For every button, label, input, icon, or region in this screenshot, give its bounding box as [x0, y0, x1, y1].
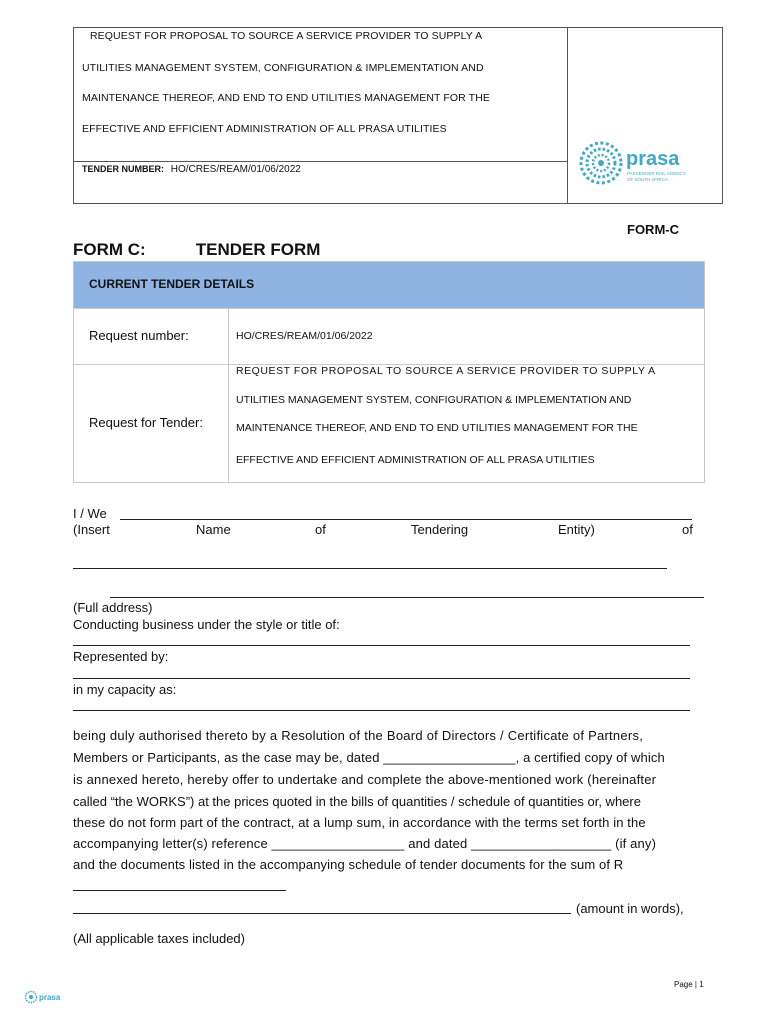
- request-for-tender-row: [74, 364, 704, 483]
- tenderer-name-field[interactable]: [120, 519, 692, 520]
- prasa-logo: [579, 133, 699, 195]
- paragraph-line-2: Members or Participants, as the case may be, dated __________________, a certified copy of which: [73, 750, 665, 765]
- insert-word-5: Entity): [558, 522, 595, 537]
- paragraph-line-1: being duly authorised thereto by a Resolution of the Board of Directors / Certificate of Partners,: [73, 728, 644, 743]
- header-title-line-4: EFFECTIVE AND EFFICIENT ADMINISTRATION OF ALL PRASA UTILITIES: [82, 123, 447, 135]
- insert-word-2: Name: [196, 522, 231, 537]
- conducting-business-label: Conducting business under the style or title of:: [73, 617, 340, 632]
- svg-text:prasa: prasa: [39, 993, 61, 1002]
- capacity-label: in my capacity as:: [73, 682, 177, 697]
- insert-word-1: (Insert: [73, 522, 110, 537]
- form-title-name: TENDER FORM: [195, 240, 321, 259]
- footer-logo: [24, 990, 68, 1004]
- svg-text:PASSENGER RAIL AGENCY: PASSENGER RAIL AGENCY: [627, 171, 686, 176]
- tender-number-row: [82, 164, 301, 175]
- insert-word-6: of: [682, 522, 693, 537]
- paragraph-line-5: these do not form part of the contract, at a lump sum, in accordance with the terms set forth in the: [73, 815, 646, 830]
- full-address-label: (Full address): [73, 600, 153, 615]
- paragraph-line-4: called “the WORKS”) at the prices quoted in the bills of quantities / schedule of quantities or, where: [73, 794, 641, 809]
- paragraph-line-3: is annexed hereto, hereby offer to undertake and complete the above-mentioned work (hereinafter: [73, 772, 657, 787]
- request-for-tender-line-2: UTILITIES MANAGEMENT SYSTEM, CONFIGURATION & IMPLEMENTATION AND: [236, 394, 632, 406]
- form-title-prefix: FORM C:: [73, 240, 146, 259]
- insert-word-3: of: [315, 522, 326, 537]
- header-title-cell: [74, 28, 568, 203]
- tender-details-table: [73, 261, 705, 483]
- header-title-line-3: MAINTENANCE THEREOF, AND END TO END UTILITIES MANAGEMENT FOR THE: [82, 92, 490, 104]
- address-field-line-2[interactable]: [110, 597, 704, 598]
- request-number-label: Request number:: [89, 328, 189, 343]
- tender-details-header: [74, 262, 704, 308]
- prasa-logo-icon: [579, 133, 699, 195]
- request-for-tender-line-4: EFFECTIVE AND EFFICIENT ADMINISTRATION OF ALL PRASA UTILITIES: [236, 454, 595, 466]
- taxes-note: (All applicable taxes included): [73, 931, 245, 946]
- header-box: [73, 27, 723, 204]
- cell-divider: [228, 309, 229, 365]
- address-field-line-1[interactable]: [73, 568, 667, 569]
- represented-by-field[interactable]: [73, 678, 690, 679]
- represented-by-label: Represented by:: [73, 649, 169, 664]
- request-number-row: [74, 308, 704, 365]
- svg-text:OF SOUTH AFRICA: OF SOUTH AFRICA: [627, 177, 668, 182]
- tender-details-heading: CURRENT TENDER DETAILS: [89, 277, 255, 291]
- paragraph-line-6: accompanying letter(s) reference __________________ and dated ___________________ (if any): [73, 836, 657, 851]
- request-for-tender-label: Request for Tender:: [89, 415, 203, 430]
- paragraph-line-7: and the documents listed in the accompanying schedule of tender documents for the sum of R: [73, 857, 624, 872]
- logo-wordmark: prasa: [626, 148, 680, 170]
- page-number: Page | 1: [674, 980, 704, 989]
- business-style-field[interactable]: [73, 645, 690, 646]
- tender-number-value: HO/CRES/REAM/01/06/2022: [170, 164, 301, 175]
- form-code: FORM-C: [627, 222, 679, 237]
- i-we-label: I / We: [73, 506, 107, 521]
- header-title-line-1: REQUEST FOR PROPOSAL TO SOURCE A SERVICE PROVIDER TO SUPPLY A: [90, 30, 483, 42]
- tender-number-label: TENDER NUMBER:: [82, 164, 164, 174]
- header-divider: [74, 161, 567, 162]
- footer-logo-icon: [24, 990, 68, 1004]
- request-for-tender-line-1: REQUEST FOR PROPOSAL TO SOURCE A SERVICE PROVIDER TO SUPPLY A: [236, 365, 656, 377]
- cell-divider: [228, 365, 229, 483]
- insert-word-4: Tendering: [411, 522, 469, 537]
- capacity-field[interactable]: [73, 710, 690, 711]
- request-number-value: HO/CRES/REAM/01/06/2022: [236, 330, 373, 342]
- amount-figures-field[interactable]: [73, 890, 286, 891]
- request-for-tender-line-3: MAINTENANCE THEREOF, AND END TO END UTILITIES MANAGEMENT FOR THE: [236, 422, 638, 434]
- form-title: [73, 240, 320, 260]
- amount-in-words-label: (amount in words),: [576, 901, 684, 916]
- header-title-line-2: UTILITIES MANAGEMENT SYSTEM, CONFIGURATION & IMPLEMENTATION AND: [82, 62, 484, 74]
- amount-words-field[interactable]: [73, 913, 571, 914]
